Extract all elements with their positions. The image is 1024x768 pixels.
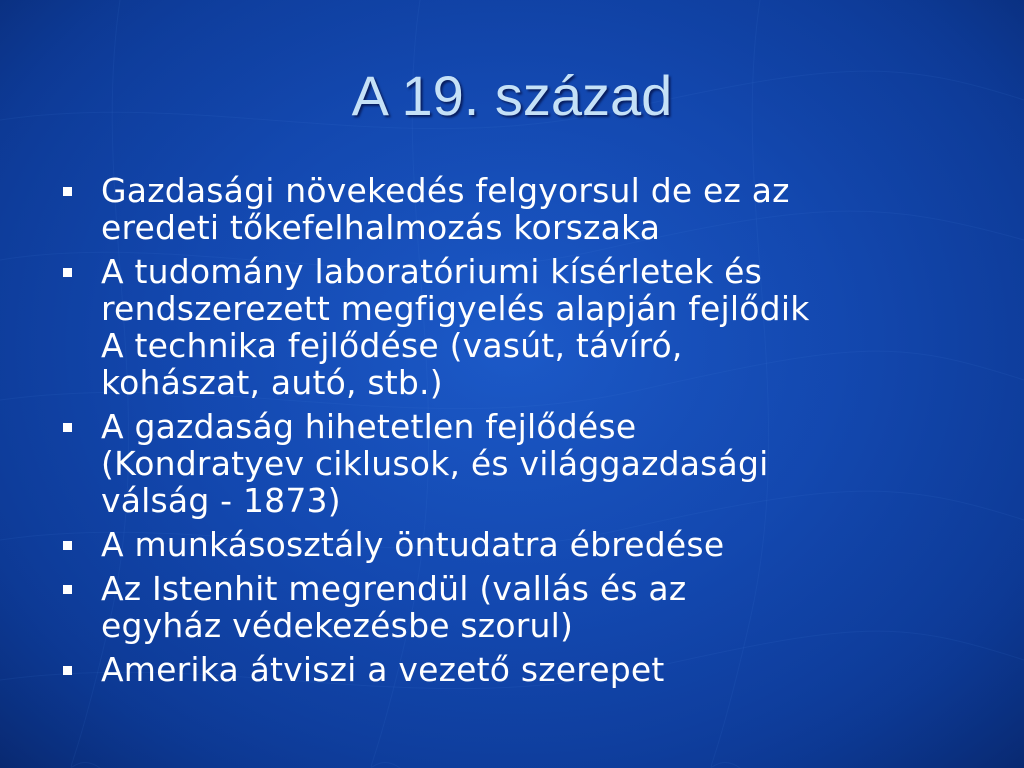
square-bullet-icon xyxy=(63,666,72,675)
bullet-item xyxy=(58,408,978,519)
bullet-text: Az Istenhit megrendül (vallás és az egyház védekezésbe szorul) xyxy=(101,569,687,645)
bullet-item xyxy=(58,526,978,563)
slide-title: A 19. század xyxy=(351,64,673,127)
bullet-text: A gazdaság hihetetlen fejlődése (Kondratyev ciklusok, és világgazdasági válság - 1873) xyxy=(101,407,769,520)
bullet-text: A tudomány laboratóriumi kísérletek és rendszerezett megfigyelés alapján fejlődik A technika fejlődése (vasút, távíró, kohászat, autó, stb.) xyxy=(101,252,810,402)
bullet-item xyxy=(58,651,978,688)
square-bullet-icon xyxy=(63,423,72,432)
bullet-item xyxy=(58,172,978,246)
bullet-text: A munkásosztály öntudatra ébredése xyxy=(101,525,725,564)
bullet-item xyxy=(58,253,978,401)
square-bullet-icon xyxy=(63,585,72,594)
square-bullet-icon xyxy=(63,541,72,550)
bullet-text: Gazdasági növekedés felgyorsul de ez az eredeti tőkefelhalmozás korszaka xyxy=(101,171,790,247)
bullet-text: Amerika átviszi a vezető szerepet xyxy=(101,650,665,689)
square-bullet-icon xyxy=(63,187,72,196)
bullet-item xyxy=(58,570,978,644)
square-bullet-icon xyxy=(63,268,72,277)
bullet-list xyxy=(58,172,978,695)
